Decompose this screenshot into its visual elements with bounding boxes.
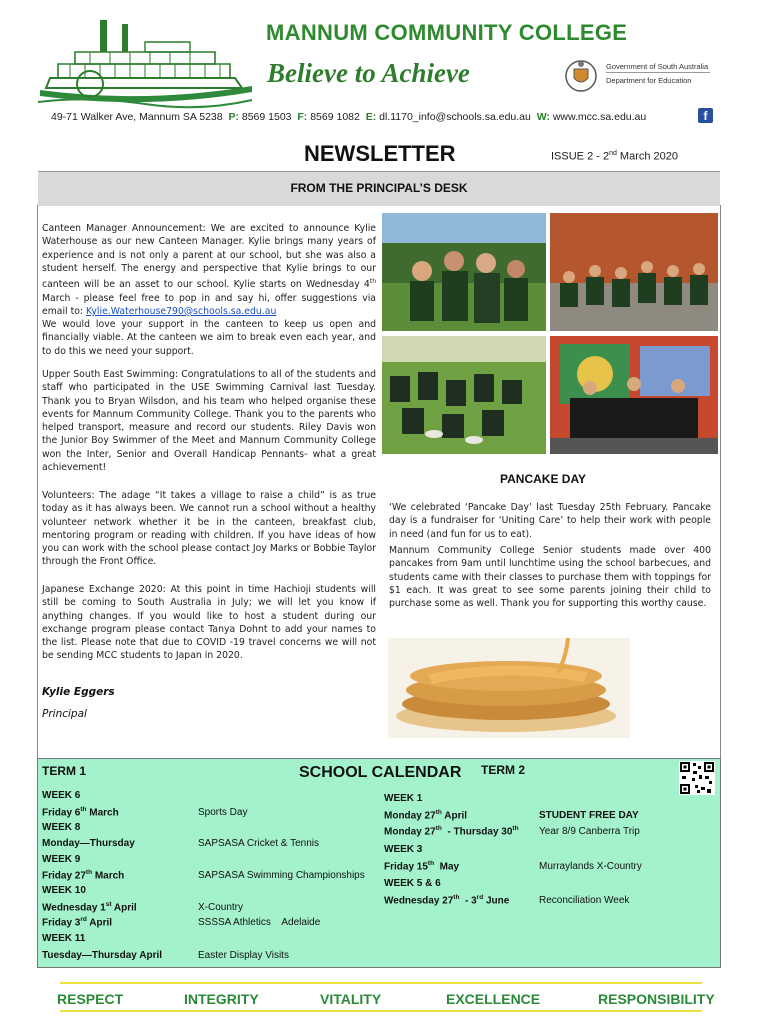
t1-event-cricket-tennis: SAPSASA Cricket & Tennis	[198, 838, 319, 849]
t2-event-canberra: Year 8/9 Canberra Trip	[539, 826, 640, 837]
pancake-photo	[388, 638, 630, 738]
value-vitality: VITALITY	[320, 991, 382, 1007]
fax-label: F:	[297, 111, 308, 123]
students-photo-4	[550, 336, 718, 454]
address: 49-71 Walker Ave, Mannum SA 5238	[51, 111, 223, 123]
t1-week8: WEEK 8	[42, 822, 81, 833]
signature-title: Principal	[42, 708, 87, 720]
contact-line	[51, 111, 646, 123]
gov-department: Department for Education	[606, 76, 692, 85]
value-integrity: INTEGRITY	[184, 991, 259, 1007]
students-photo-2	[550, 213, 718, 331]
term1-heading: TERM 1	[42, 764, 87, 778]
japanese-exchange-paragraph: Japanese Exchange 2020: At this point in time Hachioji students will still be coming to South Australia in July; we will let you know if anything changes. If you would like to host a student during our exchange program please contact Tanya Dohnt to add your names to the list. Please note that due to COVID -19 travel concerns we will not be sending MCC students to Japan in 2020.	[42, 584, 376, 662]
footer-line-bottom	[60, 1010, 702, 1012]
t2-date-monday-27: Monday 27th April	[384, 809, 468, 822]
frame-right-border	[720, 205, 721, 758]
paddle-steamer-logo	[30, 12, 260, 112]
pancake-paragraph-1: ‘We celebrated ‘Pancake Day’ last Tuesday 25th February. Pancake day is a fundraiser for ‘Uniting Care’ to help their work with people in need (and fun for us to eat).	[389, 502, 711, 540]
value-excellence: EXCELLENCE	[446, 991, 541, 1007]
t2-event-student-free: STUDENT FREE DAY	[539, 810, 639, 821]
school-motto: Believe to Achieve	[267, 58, 470, 88]
signature-name: Kylie Eggers	[42, 686, 115, 698]
phone-label: P:	[228, 111, 239, 123]
t1-event-sports-day: Sports Day	[198, 807, 248, 818]
t2-event-reconciliation: Reconciliation Week	[539, 895, 630, 906]
t1-event-x-country: X-Country	[198, 902, 244, 913]
fax: 8569 1082	[310, 111, 360, 123]
t2-week3: WEEK 3	[384, 844, 423, 855]
t2-week5-6: WEEK 5 & 6	[384, 878, 441, 889]
email[interactable]: dl.1170_info@schools.sa.edu.au	[379, 111, 531, 123]
t1-date-friday-27: Friday 27th March	[42, 869, 125, 882]
t1-date-friday-6: Friday 6th March	[42, 806, 119, 819]
pancake-paragraph-2: Mannum Community College Senior students made over 400 pancakes from 9am until lunchtime using the school barbecues, and students came with their classes to purchase them with toppings for $1 each. It was great to see some parents joining their child to purchase some as well. Thank you for supporting this worthy cause.	[389, 545, 711, 610]
web-label: W:	[536, 111, 550, 123]
website[interactable]: www.mcc.sa.edu.au	[552, 111, 647, 123]
frame-left-border	[37, 205, 38, 758]
principal-heading: FROM THE PRINCIPAL’S DESK	[290, 181, 468, 195]
volunteers-paragraph: Volunteers: The adage “It takes a village to raise a child” is as true today as it has always been. We cannot run a school without a healthy volunteer network whether it be in the canteen, breakfast club, mentoring program or reading with children. If you have ideas of how you can work with the school please contact Joy Marks or Bobbie Taylor through the Front Office.	[42, 490, 376, 568]
t2-date-friday-15: Friday 15th May	[384, 860, 460, 873]
email-label: E:	[365, 111, 377, 123]
value-responsibility: RESPONSIBILITY	[598, 991, 715, 1007]
t1-event-athletics: SSSSA Athletics Adelaide	[198, 917, 321, 928]
term2-heading: TERM 2	[481, 763, 526, 777]
facebook-icon[interactable]: f	[698, 108, 713, 123]
issue-date: ISSUE 2 - 2nd March 2020	[551, 150, 679, 163]
t2-week1: WEEK 1	[384, 793, 423, 804]
t1-week10: WEEK 10	[42, 885, 86, 896]
t1-date-fri-3: Friday 3rd April	[42, 916, 113, 929]
t2-event-murraylands: Murraylands X-Country	[539, 861, 642, 872]
t1-event-easter: Easter Display Visits	[198, 950, 289, 961]
t1-week6: WEEK 6	[42, 790, 81, 801]
value-respect: RESPECT	[57, 991, 124, 1007]
canteen-email-link[interactable]: Kylie.Waterhouse790@schools.sa.edu.au	[86, 305, 277, 317]
t1-date-wed-1: Wednesday 1st April	[42, 901, 137, 914]
government-logo	[562, 56, 712, 100]
phone: 8569 1503	[241, 111, 292, 123]
t2-date-mon27-thu30: Monday 27th - Thursday 30th	[384, 825, 519, 838]
t1-week11: WEEK 11	[42, 933, 86, 944]
t1-date-mon-thu: Monday—Thursday	[42, 838, 135, 849]
school-name: MANNUM COMMUNITY COLLEGE	[266, 20, 628, 45]
qr-code-icon[interactable]	[679, 761, 715, 795]
swimming-paragraph: Upper South East Swimming: Congratulations to all of the students and staff who participated in the USE Swimming Carnival last Tuesday. Thank you to Bryan Wilsdon, and his team who helped organise these events for Mannum Community College. Thank you to the parents who helped transport, measure and record our students. Riley Davis won the Junior Boy Swimmer of the Meet and Mannum Community College won the Inter, Senior and Overall Handicap Pennants- what a great achievement!	[42, 369, 376, 474]
newsletter-title: NEWSLETTER	[304, 141, 456, 166]
gov-name: Government of South Australia	[606, 62, 709, 71]
calendar-title: SCHOOL CALENDAR	[299, 764, 462, 781]
t1-date-tue-thu: Tuesday—Thursday April	[42, 950, 163, 961]
canteen-paragraph: Canteen Manager Announcement: We are excited to announce Kylie Waterhouse as our new Canteen Manager. Kylie brings many years of experience and is not only a parent at our school, but she was also a student herself. The energy and perspective that Kylie brings to our canteen will be an asset to our school. Kylie starts on Wednesday 4th March - please feel free to pop in and say hi, offer suggestions via email to: Kylie.Waterhouse790@schools.sa.edu.au We would love your support in the canteen to keep us open and financially viable. At the canteen we aim to break even each year, and to do this we need your support.	[42, 223, 376, 357]
coat-of-arms-icon	[562, 56, 600, 96]
t1-week9: WEEK 9	[42, 854, 81, 865]
students-photo-1	[382, 213, 546, 331]
t1-event-swimming: SAPSASA Swimming Championships	[198, 870, 365, 881]
footer-line-top	[60, 982, 702, 984]
t2-date-wed-27: Wednesday 27th - 3rd June	[384, 894, 510, 907]
gov-divider	[606, 72, 710, 73]
pancake-day-title: PANCAKE DAY	[500, 472, 587, 486]
students-photo-3	[382, 336, 546, 454]
